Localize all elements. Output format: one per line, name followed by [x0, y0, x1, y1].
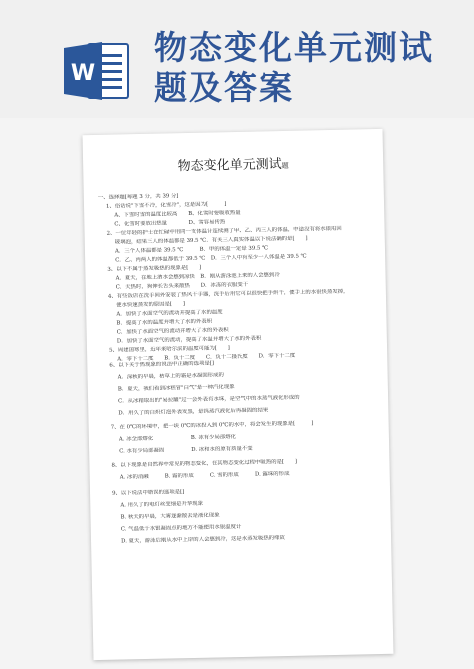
- question-text: 4、有些饭店在洗手间外安装了热风干手器，洗手后用它可以很快把手烘干，使手上的水很快蒸发掉，: [107, 288, 349, 300]
- answer-option: C．天热时，狗伸长舌头来散热 D．冰冻的衣服变干: [115, 281, 249, 291]
- answer-option: C．加快了水面空气的流动并增大了水的外表积: [116, 327, 229, 336]
- question-text: 2、一位年轻的护士在忙碌中用同一支体温计连续测了甲、乙、丙三人的体温，中途没有将水银甩回: [106, 225, 342, 237]
- answer-option: B．夏天，我们看到冰糕冒"白气"是一种汽化现象: [117, 384, 235, 393]
- svg-text:W: W: [70, 61, 96, 86]
- word-document-icon: [64, 40, 130, 102]
- question-text: 8、以下现象是自然界中常见的物态变化，在其物态变化过程中吸热的是[ ]: [111, 458, 298, 469]
- question-text: 1、俗话说"下雪不冷，化雪冷"，这是因为[ ]: [105, 201, 227, 210]
- answer-option: C. 气温低于水银凝固点的地方不能使用水银温度计: [120, 523, 242, 533]
- answer-option: 使水快速蒸发的原因是[ ]: [116, 301, 186, 309]
- answer-option: C．从冰箱取出的"易拉罐"过一会外表有水珠，是空气中的水蒸气液化形成的: [118, 394, 300, 405]
- question-text: 5、周建国寒里，近年来哈尔滨的温度可能为[ ]: [108, 345, 230, 354]
- answer-option: C. 水有少局部凝固 D. 冰和水的原有质量不变: [119, 445, 253, 455]
- document-page: [83, 129, 394, 660]
- question-text: 3、以下不属于蒸发吸热的现象是[ ]: [107, 264, 202, 273]
- section-heading: 一、选择题[每题 3 分，共 39 分]: [97, 193, 179, 201]
- answer-option: B. 秋天的早晨，大雾逐渐散去是液化现象: [120, 512, 220, 521]
- answer-option: C．乙、丙两人的体温都低于 39.5 ℃ D．三个人中有至少一人体温是 39.5 ℃: [115, 253, 307, 264]
- question-text: 6、以下关于热现象的说法中正确的选项是[]: [109, 360, 215, 369]
- answer-option: A. 冰全部熔化 B. 冰有少局部熔化: [118, 434, 237, 443]
- question-text: 7、在 0℃的环境中，把一块 0℃的冰投入到 0℃的水中，将会发生的现象是[ ]: [110, 420, 314, 431]
- question-text: 9、以下说法中错误的选项是[]: [111, 489, 185, 497]
- answer-option: A．零下十二度 B．负十二度 C．负十二摄氏度 D．零下十二度: [117, 352, 296, 363]
- answer-option: C、化雪时要放出热量 D、雪容易传热: [114, 219, 226, 228]
- answer-option: A. 用久了的电灯丝变细是升华现象: [120, 500, 204, 509]
- answer-option: A．加快了水面空气的流动并提高了水的温度: [116, 309, 223, 318]
- answer-option: A．深秋的早晨，枯草上的霜是水凝固形成的: [117, 372, 224, 381]
- answer-option: A．三个人体温都是 39.5 ℃ B．甲的体温一定是 39.5 ℃: [114, 245, 269, 255]
- answer-option: B．提高了水的温度并增大了水的外表积: [116, 318, 213, 327]
- answer-option: D. 夏天，游泳后刚从水中上岸的人会感到冷，这是水蒸发吸热的缘故: [120, 535, 285, 545]
- answer-option: A. 冰的消融 B. 霜的形成 C. 雪的形成 D. 露珠的形成: [119, 470, 290, 481]
- document-title: 物态变化单元测试题: [177, 157, 289, 175]
- answer-option: A．夏天，在地上洒水会感到凉快 B．刚从游泳池上来的人会感到冷: [115, 272, 280, 282]
- page-title: 物态变化单元测试题及答案: [154, 28, 434, 107]
- answer-option: A、下雪时雪的温度比较高 B、化雪时要吸收热量: [114, 209, 241, 219]
- answer-option: D．用久了的白炽灯泡外表发黑，是钨蒸汽液化后再凝固的结果: [118, 407, 269, 417]
- answer-option: 玻璃泡，结果三人的体温都是 39.5 ℃．有关三人真实体温以下说法确的是[ ]: [114, 235, 308, 246]
- answer-option: D．加快了水面空气的流动，提高了水温并增大了水的外表积: [116, 335, 262, 345]
- banner: [0, 0, 474, 118]
